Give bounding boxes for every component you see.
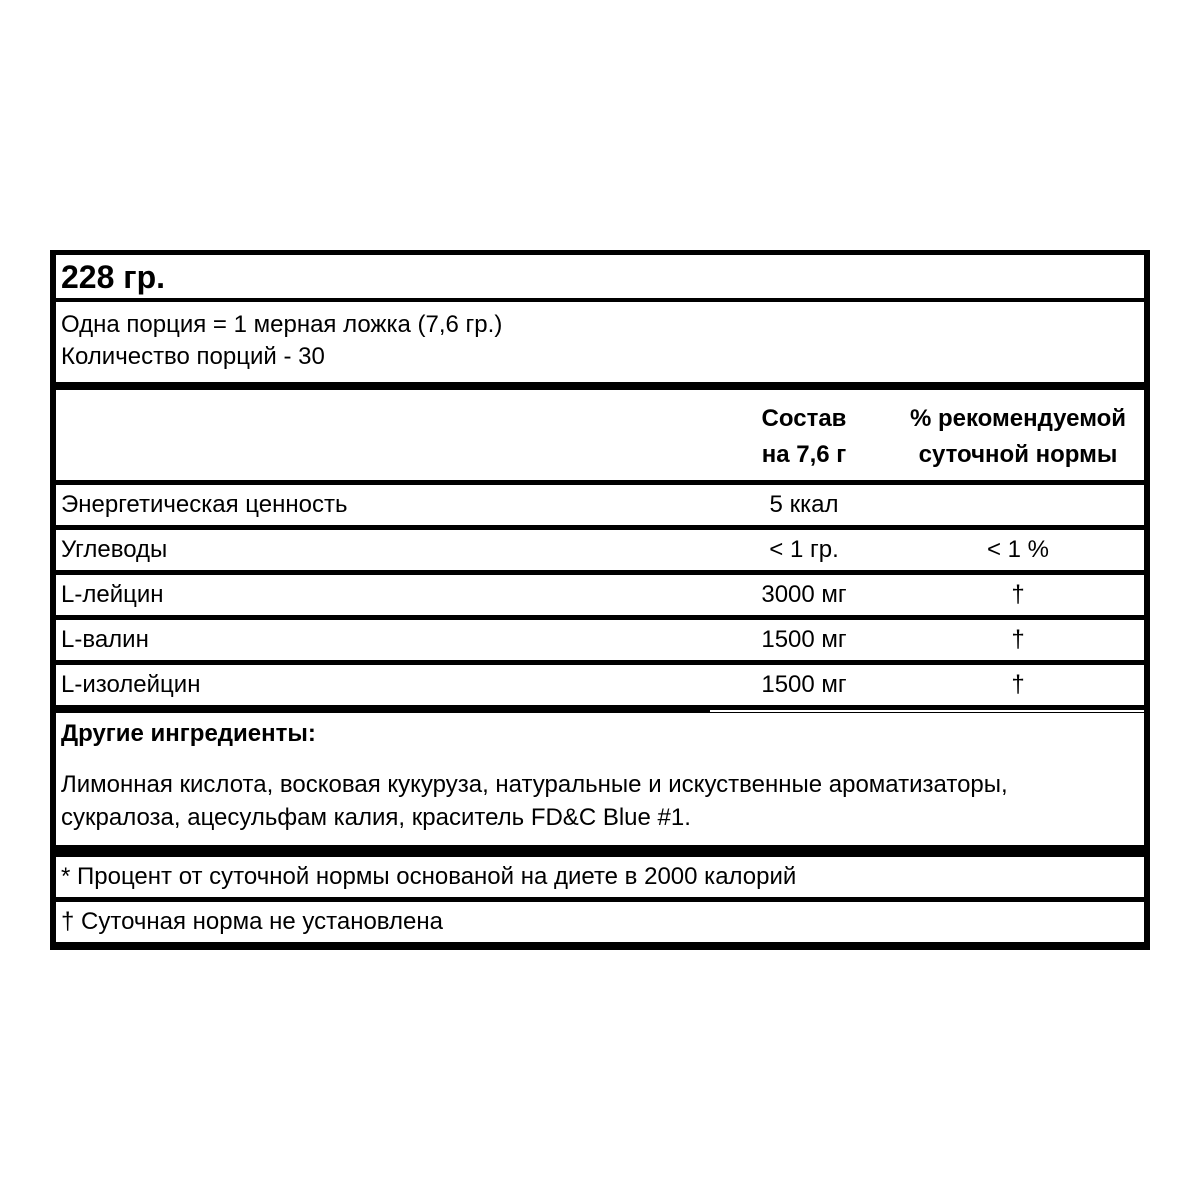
nutrient-name: Энергетическая ценность — [61, 491, 348, 518]
nutrient-name: L-изолейцин — [61, 671, 201, 698]
nutrient-row-carbs — [56, 530, 1144, 570]
dv-header-line2: суточной нормы — [918, 441, 1118, 468]
footnote-dagger-row — [56, 902, 1144, 942]
serving-info-row — [56, 302, 1144, 382]
other-ingredients-line1: Лимонная кислота, восковая кукуруза, натуральные и искуственные ароматизаторы, — [61, 771, 1008, 798]
nutrient-name: L-валин — [61, 626, 149, 653]
footnote-percent-row — [56, 857, 1144, 897]
amount-header-line2: на 7,6 г — [761, 441, 847, 468]
nutrient-row-isoleucine — [56, 665, 1144, 705]
column-header-row — [56, 390, 1144, 480]
servings-count: Количество порций - 30 — [61, 343, 325, 370]
nutrient-row-leucine — [56, 575, 1144, 615]
nutrient-dv: † — [1011, 671, 1025, 698]
nutrient-row-energy — [56, 485, 1144, 525]
nutrient-dv: < 1 % — [986, 536, 1050, 563]
other-ingredients-heading: Другие ингредиенты: — [61, 720, 316, 747]
header-row — [56, 255, 1144, 298]
nutrition-facts-panel — [50, 250, 1150, 950]
nutrient-amount: 1500 мг — [761, 626, 847, 653]
nutrient-name: L-лейцин — [61, 581, 164, 608]
nutrient-amount: 5 ккал — [769, 491, 839, 518]
footnote-percent: * Процент от суточной нормы основаной на диете в 2000 калорий — [61, 863, 797, 890]
other-ingredients-row — [56, 713, 1144, 845]
nutrient-dv: † — [1011, 581, 1025, 608]
serving-size: Одна порция = 1 мерная ложка (7,6 гр.) — [61, 311, 503, 338]
amount-header-line1: Состав — [761, 405, 847, 432]
net-weight: 228 гр. — [61, 259, 166, 295]
nutrient-amount: 1500 мг — [761, 671, 847, 698]
nutrient-row-valine — [56, 620, 1144, 660]
dv-header-line1: % рекомендуемой — [909, 405, 1127, 432]
nutrient-name: Углеводы — [61, 536, 168, 563]
divider-break — [710, 710, 1144, 712]
nutrient-amount: 3000 мг — [761, 581, 847, 608]
footnote-dagger: † Суточная норма не установлена — [61, 908, 443, 935]
other-ingredients-line2: сукралоза, ацесульфам калия, краситель FD&C Blue #1. — [61, 804, 691, 831]
nutrient-dv: † — [1011, 626, 1025, 653]
nutrient-amount: < 1 гр. — [769, 536, 839, 563]
